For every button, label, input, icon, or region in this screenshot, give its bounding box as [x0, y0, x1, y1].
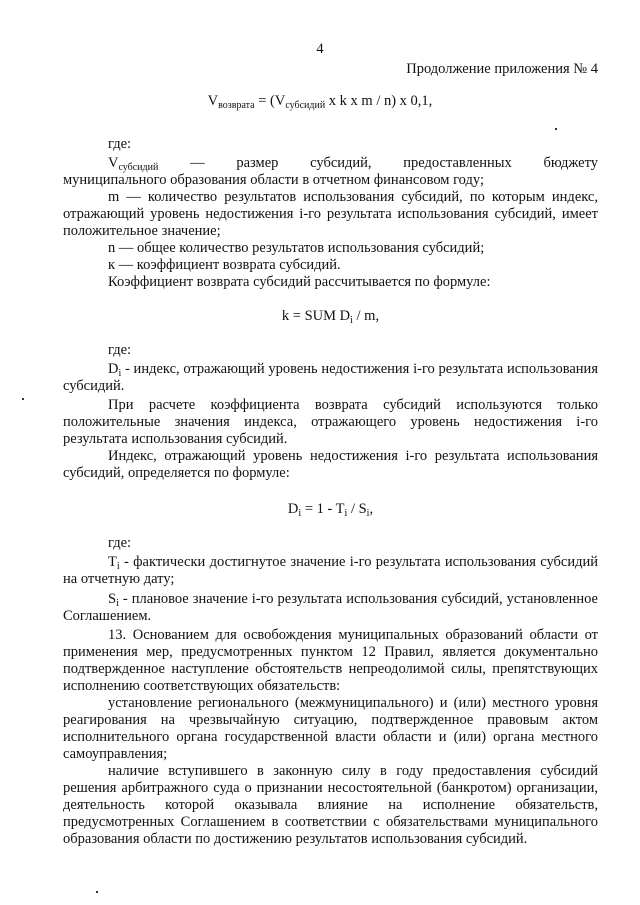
- definition-v-subsidy: $V_{субсидий}$ — размер субсидий, предоставленных бюджету: [108, 155, 598, 173]
- definition-ti: $T_i$ - фактически достигнутое значение i-го результата использования субсидий на отчетную дату;: [63, 554, 598, 587]
- calculation-note: При расчете коэффициента возврата субсидий используются только положительные значения индекса, отражающего уровень недостижения i-го результата использования субсидий.: [63, 397, 598, 447]
- force-majeure-item-2: наличие вступившего в законную силу в году предоставления субсидий решения арбитражного суда о признании несостоятельной (банкротом) организации, деятельность которой оказывала влияние на исполнение обязательств, предусмотренных Соглашением в соответствии с обязательствами муниципального образования области по достижению результатов использования субсидий.: [63, 763, 598, 847]
- where-label: где:: [108, 535, 132, 551]
- formula-di: $D_i = 1 - T_i / S_i$,: [287, 501, 374, 519]
- definition-m: m — количество результатов использования субсидий, по которым индекс, отражающий уровень недостижения i-го результата использования субсидий, имеет положительное значение;: [63, 189, 598, 239]
- index-formula-intro: Индекс, отражающий уровень недостижения i-го результата использования субсидий, определяется по формуле:: [63, 448, 598, 481]
- definition-v-subsidy-cont: муниципального образования области в отчетном финансовом году;: [63, 172, 484, 188]
- where-label: где:: [108, 136, 132, 152]
- continuation-header: Продолжение приложения № 4: [406, 61, 598, 77]
- scan-speck: [96, 891, 98, 893]
- k-formula-intro: Коэффициент возврата субсидий рассчитывается по формуле:: [108, 274, 491, 290]
- page-number: 4: [316, 41, 324, 57]
- definition-di: $D_i$ - индекс, отражающий уровень недостижения i-го результата использования субсидий.: [63, 361, 598, 394]
- paragraph-13: 13. Основанием для освобождения муниципальных образований области от применения мер, предусмотренных пунктом 12 Правил, является документально подтвержденное наступление обстоятельств непреодолимой силы, препятствующих исполнению соответствующих обязательств:: [63, 627, 598, 694]
- scan-speck: [22, 398, 24, 400]
- force-majeure-item-1: установление регионального (межмуниципального) и (или) местного уровня реагирования на чрезвычайную ситуацию, подтвержденное правовым актом исполнительного органа государственной власти области и (или) органа местного самоуправления;: [63, 695, 598, 762]
- definition-n: n — общее количество результатов использования субсидий;: [108, 240, 485, 256]
- where-label: где:: [108, 342, 132, 358]
- formula-k: k = SUM $D_i$ / m,: [281, 308, 380, 326]
- definition-si: $S_i$ - плановое значение i-го результата использования субсидий, установленное Соглашением.: [63, 591, 598, 624]
- definition-k: к — коэффициент возврата субсидий.: [108, 257, 341, 273]
- formula-v-return: $V_{возврата} = (V_{субсидий}$ x k x m / n) x 0,1,: [207, 93, 433, 111]
- scan-speck: [555, 128, 557, 130]
- document-body: [63, 130, 598, 848]
